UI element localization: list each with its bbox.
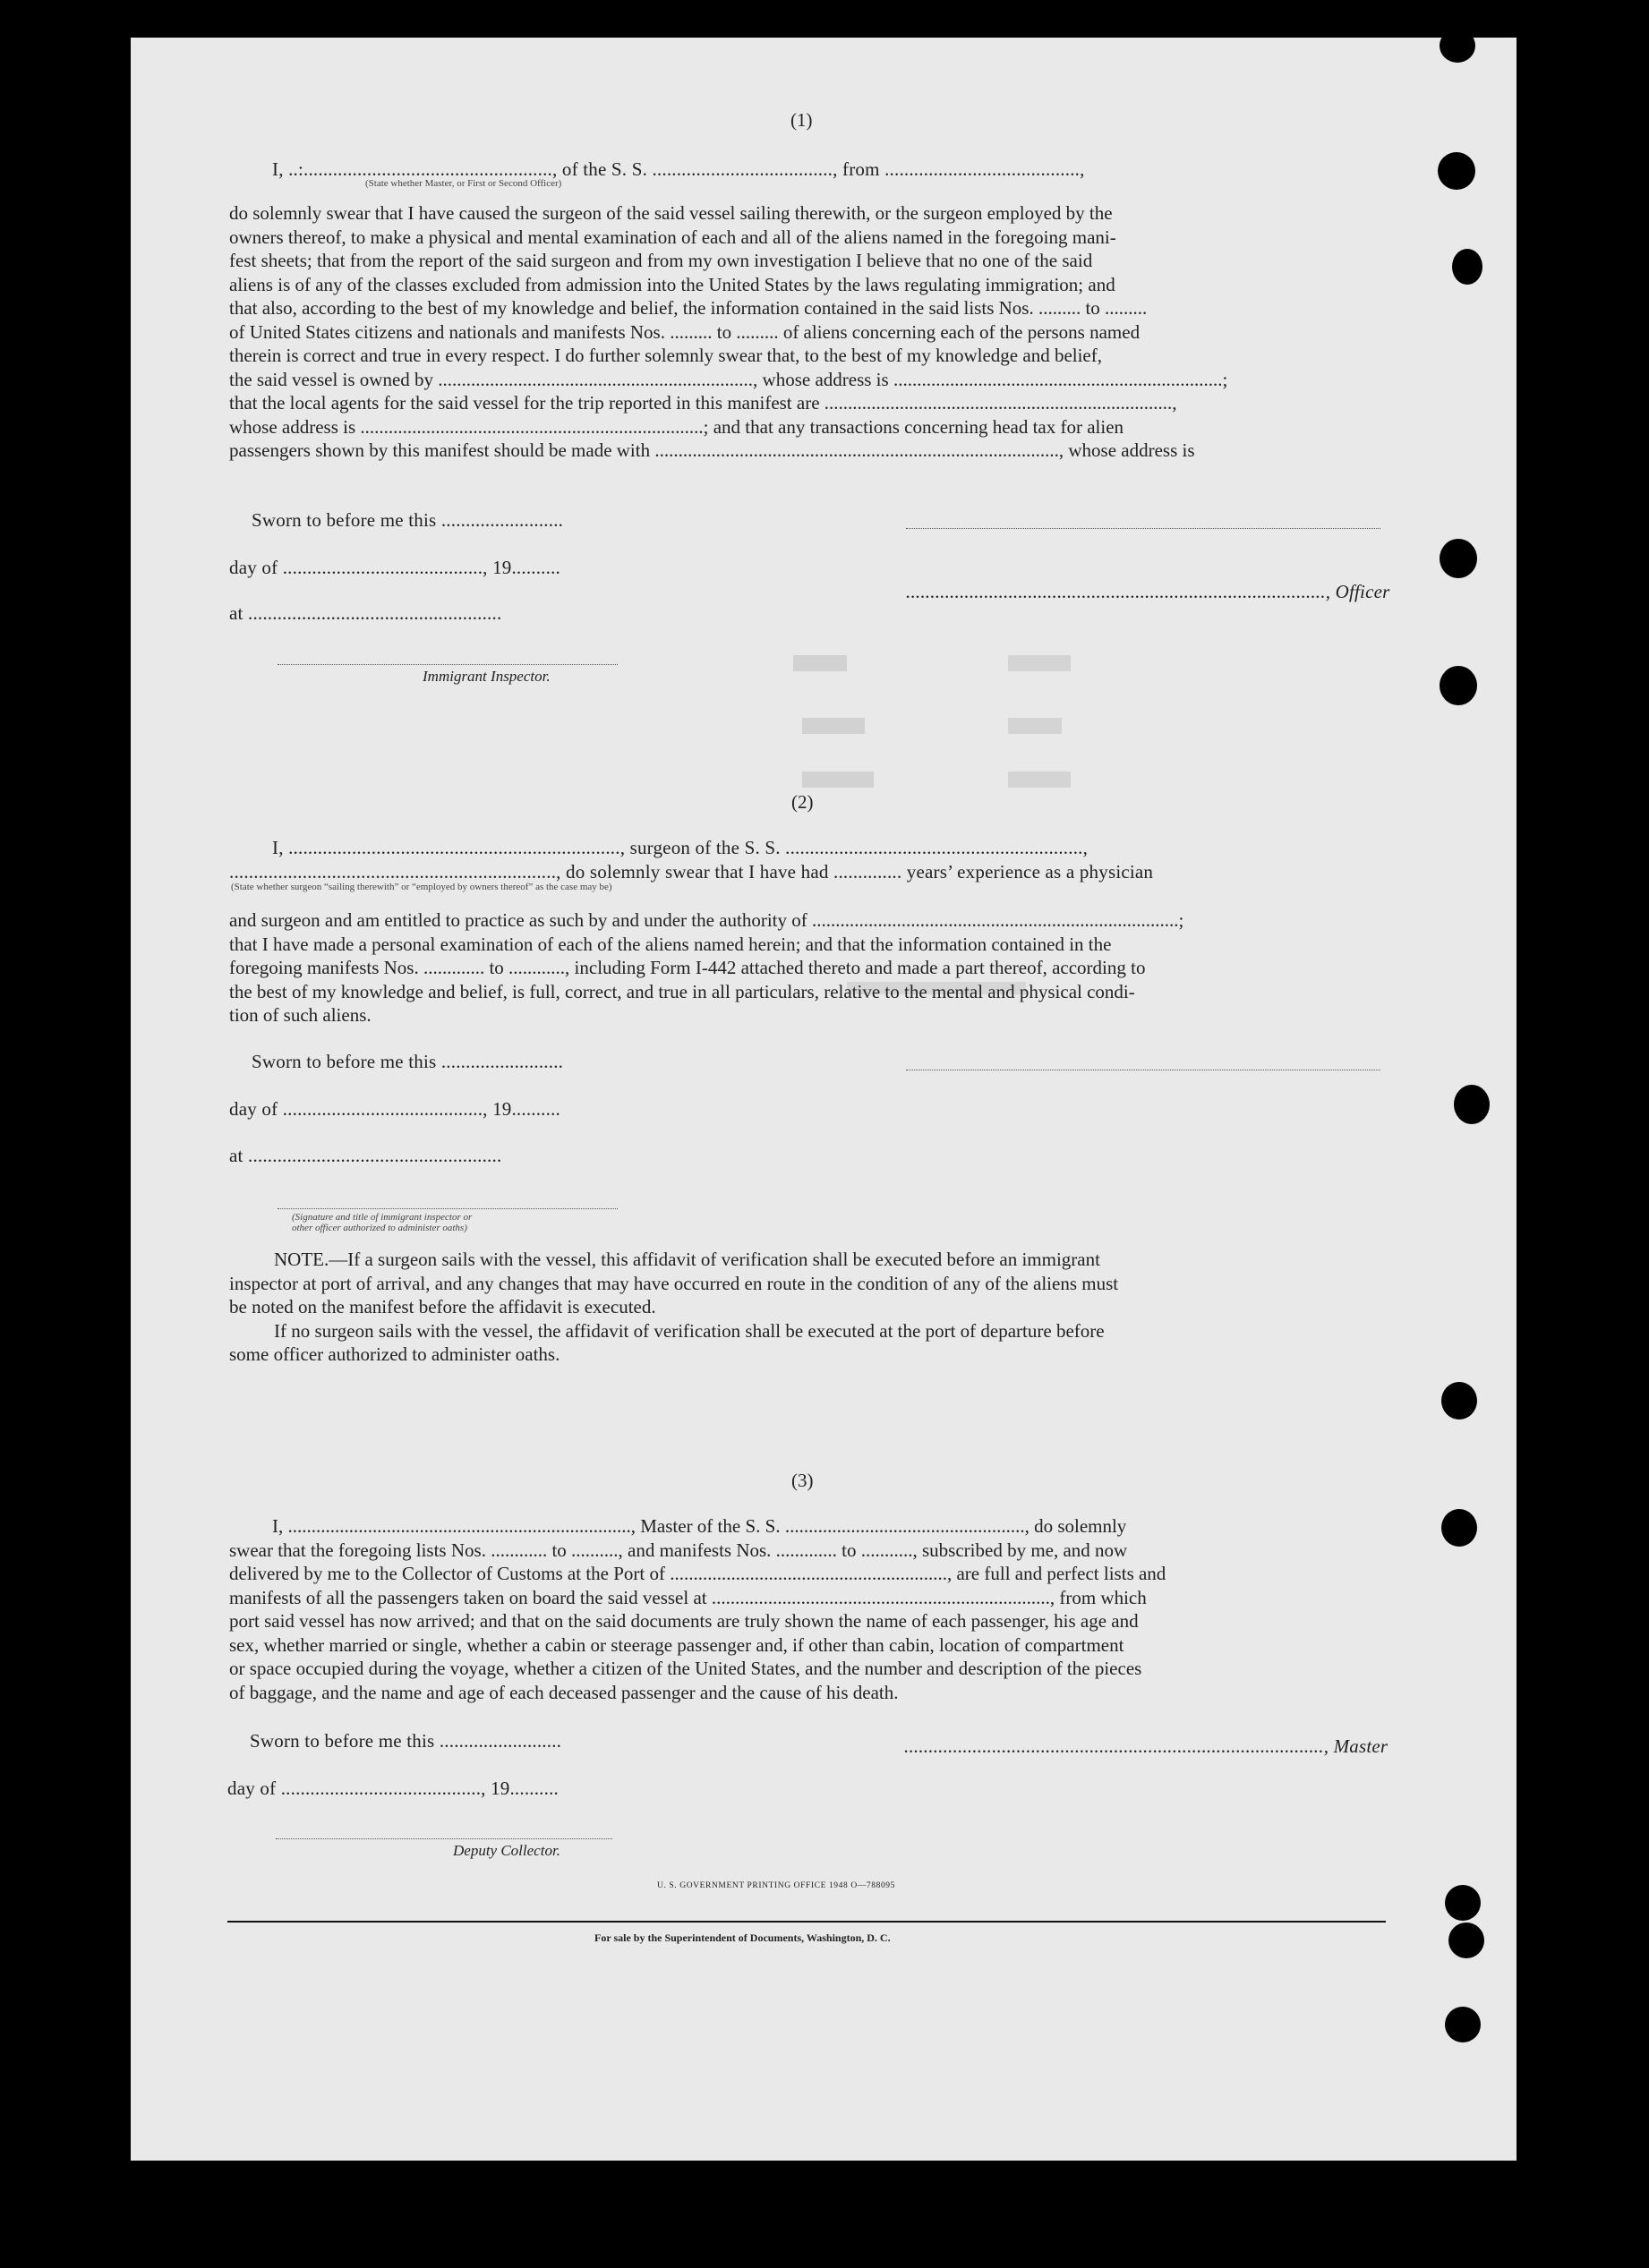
punch-hole [1454,1085,1490,1124]
section-3-caption: Deputy Collector. [453,1842,560,1859]
footer-text: For sale by the Superintendent of Documents, Washington, D. C. [594,1931,891,1944]
section-1-number: (1) [790,109,813,131]
section-2-experience-line: ..................................................................., do solemnly swear that I have had .............. years’ experience as a physician [229,861,1154,882]
oath-line: tion of such aliens. [229,1004,372,1026]
section-1-oath-text [229,201,1389,463]
section-2-at: at .................................................... [229,1145,502,1166]
oath-line: I, ........................................................................., Master of the S. S. ..................................................., do solemnly [272,1515,1127,1537]
section-1-caption: Immigrant Inspector. [423,668,551,685]
note-line: If no surgeon sails with the vessel, the affidavit of verification shall be executed at the port of departure before [274,1319,1105,1342]
punch-hole [1440,539,1477,578]
section-1-master-line: I, ..:..................................................., of the S. S. ....................................., from ........................................, [272,158,1085,180]
section-1-officer-note: (State whether Master, or First or Second Officer) [365,178,562,189]
section-1-at: at .................................................... [229,602,502,624]
section-3-master-line: ......................................................................................, Master [904,1735,1388,1757]
section-1-inspector-line [278,664,618,665]
oath-line: do solemnly swear that I have caused the surgeon of the said vessel sailing therewith, or the surgeon employed by the [229,202,1113,224]
note-line: NOTE.—If a surgeon sails with the vessel, this affidavit of verification shall be executed before an immigrant [274,1249,1100,1270]
oath-line: owners thereof, to make a physical and mental examination of each and all of the aliens named in the foregoing mani- [229,226,1116,248]
section-1-sworn: Sworn to before me this ......................... [252,509,564,531]
punch-hole [1441,1382,1477,1420]
oath-line: foregoing manifests Nos. ............. to ............, including Form I-442 attached thereto and made a part thereof, according to [229,957,1146,978]
oath-line: aliens is of any of the classes excluded from admission into the United States by the laws regulating immigration; and [229,273,1115,295]
oath-line: that also, according to the best of my knowledge and belief, the information contained in the said lists Nos. ......... to ......... [229,297,1148,319]
oath-line: the best of my knowledge and belief, is full, correct, and true in all particulars, relative to the mental and physical condi- [229,980,1135,1002]
oath-line: therein is correct and true in every respect. I do further solemnly swear that, to the best of my knowledge and belief, [229,345,1102,366]
form-page [131,38,1517,2161]
oath-line: the said vessel is owned by ..................................................................., whose address is ......................................................................; [229,368,1228,390]
oath-line: sex, whether married or single, whether a cabin or steerage passenger and, if other than cabin, location of compartment [229,1633,1124,1656]
section-3-oath-text [229,1514,1389,1704]
oath-line: and surgeon and am entitled to practice as such by and under the authority of ..............................................................................; [229,909,1184,931]
oath-line: delivered by me to the Collector of Customs at the Port of ..........................................................., are full and perfect lists and [229,1563,1166,1584]
punch-hole [1440,29,1475,63]
section-2-number: (2) [791,791,814,813]
oath-line: passengers shown by this manifest should be made with ......................................................................................, whose address is [229,439,1195,461]
note-line: inspector at port of arrival, and any changes that may have occurred en route in the condition of any of the aliens must [229,1272,1119,1294]
punch-hole [1452,249,1482,285]
section-3-number: (3) [791,1470,814,1491]
oath-line: fest sheets; that from the report of the said surgeon and from my own investigation I believe that no one of the said [229,250,1093,271]
section-1-day-of: day of ........................................., 19.......... [229,557,560,578]
punch-hole [1438,152,1475,190]
oath-line: that I have made a personal examination of each of the aliens named herein; and that the information contained in the [229,933,1112,955]
punch-hole [1441,1509,1477,1547]
oath-line: of United States citizens and nationals and manifests Nos. ......... to ......... of aliens concerning each of the persons named [229,320,1141,343]
footer-rule [227,1921,1386,1923]
section-2-note [229,1248,1389,1367]
oath-line: that the local agents for the said vessel for the trip reported in this manifest are .........................................................................., [229,392,1177,414]
punch-hole [1445,1885,1481,1921]
punch-hole [1445,2007,1481,2042]
oath-line: swear that the foregoing lists Nos. ............ to .........., and manifests Nos. ............. to ..........., subscribed by me, and now [229,1539,1128,1561]
section-2-surgeon-note: (State whether surgeon “sailing therewith” or “employed by owners thereof” as the case may be) [231,882,612,892]
section-2-sworn: Sworn to before me this ......................... [252,1051,564,1072]
note-line: some officer authorized to administer oaths. [229,1343,560,1365]
punch-hole [1448,1923,1484,1958]
oath-line: port said vessel has now arrived; and that on the said documents are truly shown the name of each passenger, his age and [229,1610,1139,1632]
section-1-signature-line [906,528,1380,529]
printing-office-line: U. S. GOVERNMENT PRINTING OFFICE 1948 O—788095 [657,1881,895,1890]
note-line: be noted on the manifest before the affidavit is executed. [229,1296,656,1317]
section-1-officer-line: ......................................................................................, Officer [906,581,1390,602]
section-3-day-of: day of ........................................., 19.......... [227,1778,559,1799]
section-2-caption-1: (Signature and title of immigrant inspector or [292,1212,473,1223]
section-3-sworn: Sworn to before me this ......................... [250,1730,562,1752]
section-2-oath-text [229,908,1389,1027]
section-2-surgeon-line: I, ...................................................................., surgeon of the S. S. ............................................................., [272,837,1089,858]
oath-line: manifests of all the passengers taken on board the said vessel at ........................................................................, from which [229,1586,1147,1608]
section-3-collector-line [276,1838,612,1839]
section-2-inspector-line [278,1208,618,1209]
section-2-caption-2: other officer authorized to administer oaths) [292,1223,467,1233]
punch-hole [1440,666,1477,705]
section-2-day-of: day of ........................................., 19.......... [229,1098,560,1120]
oath-line: or space occupied during the voyage, whether a citizen of the United States, and the number and description of the pieces [229,1658,1142,1679]
oath-line: whose address is .........................................................................; and that any transactions concerning head tax for alien [229,415,1124,438]
oath-line: of baggage, and the name and age of each deceased passenger and the cause of his death. [229,1681,899,1703]
